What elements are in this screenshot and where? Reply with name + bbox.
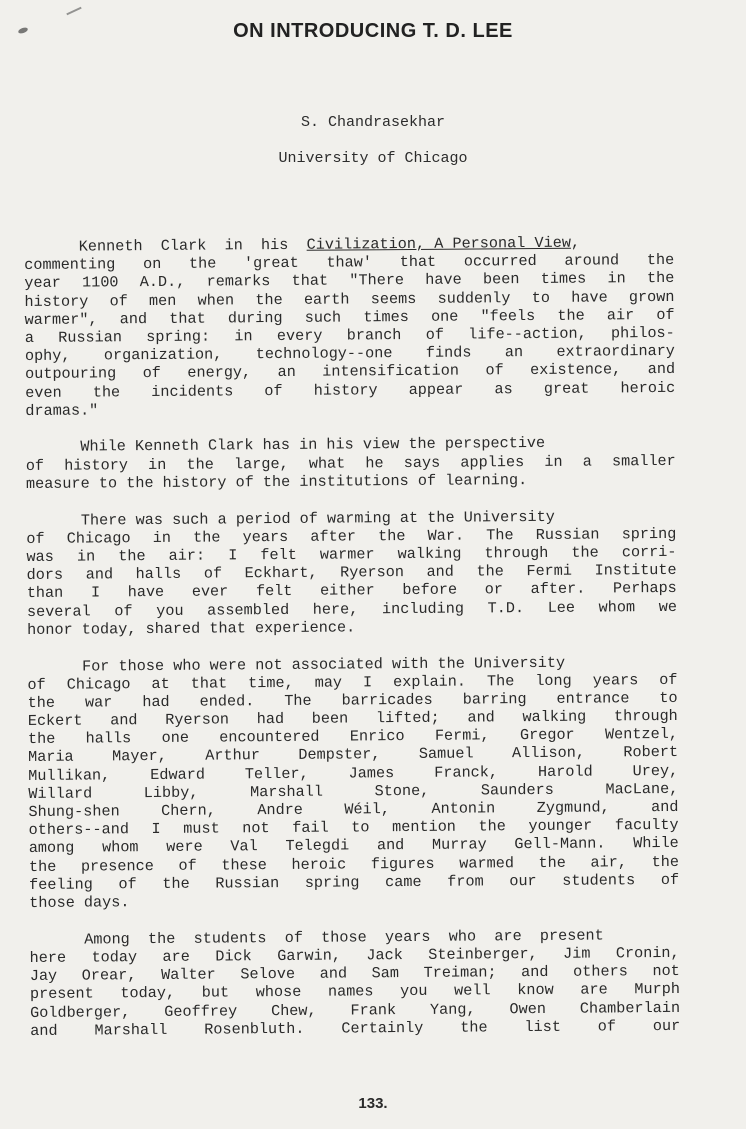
text-line: There was such a period of warming at the University xyxy=(26,507,555,530)
book-title: Civilization, A Personal View xyxy=(306,233,571,254)
text-line: outpouring of energy, an intensification of existence, and xyxy=(24,360,676,384)
paragraph-1 xyxy=(24,233,675,420)
text-line: of Chicago in the years after the War. The Russian spring xyxy=(26,524,677,548)
text-line: history of men when the earth seems suddenly to have grown xyxy=(24,287,675,311)
text-line: honor today, shared that experience. xyxy=(27,618,356,639)
text-line: and Marshall Rosenbluth. Certainly the list of our xyxy=(30,1016,681,1040)
text-line: year 1100 A.D., remarks that "There have been times in the xyxy=(24,269,675,293)
text-line: a Russian spring: in every branch of life--action, philos- xyxy=(24,323,675,347)
text-line: the war had ended. The barricades barring entrance to xyxy=(27,688,678,712)
text-line: of Chicago at that time, may I explain. The long years of xyxy=(27,670,678,694)
text-line: Jay Orear, Walter Selove and Sam Treiman; and others not xyxy=(29,961,680,986)
text-line: dors and halls of Eckhart, Ryerson and the Fermi Institute xyxy=(26,561,677,585)
text-line: here today are Dick Garwin, Jack Steinberger, Jim Cronin, xyxy=(29,943,680,967)
text-line: commenting on the 'great thaw' that occurred around the xyxy=(24,251,675,275)
text-line: than I have ever felt either before or after. Perhaps xyxy=(26,579,677,603)
text-line: Goldberger, Geoffrey Chew, Frank Yang, Owen Chamberlain xyxy=(30,998,681,1022)
text-line: the halls one encountered Enrico Fermi, Gregor Wentzel, xyxy=(27,725,678,749)
ink-stroke xyxy=(66,7,81,16)
text-line: even the incidents of history appear as great heroic xyxy=(25,378,676,402)
text-line: among whom were Val Telegdi and Murray Gell-Mann. While xyxy=(28,834,679,858)
paragraph-3 xyxy=(26,507,677,639)
text-line: For those who were not associated with the University xyxy=(27,653,566,676)
text-line: Kenneth Clark in his Civilization, A Personal View, xyxy=(24,233,581,256)
text-line: several of you assembled here, including T.D. Lee whom we xyxy=(26,597,677,621)
text-line: Willard Libby, Marshall Stone, Saunders MacLane, xyxy=(28,779,679,803)
text-line: present today, but whose names you well know are Murph xyxy=(29,980,680,1004)
page-number: 133. xyxy=(358,1095,388,1112)
paragraph-5 xyxy=(29,926,680,1040)
text-line: the presence of these heroic figures warmed the air, the xyxy=(28,852,679,876)
text-line: others--and I must not fail to mention the younger faculty xyxy=(28,816,679,840)
text-line: feeling of the Russian spring came from our students of xyxy=(29,870,680,894)
text-line: measure to the history of the institutions of learning. xyxy=(25,470,528,493)
paragraph-2 xyxy=(26,433,676,493)
page-title: ON INTRODUCING T. D. LEE xyxy=(233,20,513,42)
text-line: While Kenneth Clark has in his view the perspective xyxy=(25,434,546,457)
text-line: was in the air: I felt warmer walking through the corri- xyxy=(26,542,677,566)
body-text xyxy=(24,233,680,1040)
text-line: Among the students of those years who are present xyxy=(29,926,604,949)
text-line: dramas." xyxy=(25,401,99,420)
author-name: S. Chandrasekhar xyxy=(300,114,446,131)
text-line: Shung-shen Chern, Andre Wéil, Antonin Zygmund, and xyxy=(28,797,679,822)
text-line: Eckert and Ryerson had been lifted; and walking through xyxy=(27,706,678,731)
text-line: of history in the large, what he says applies in a smaller xyxy=(25,451,676,475)
author-affiliation: University of Chicago xyxy=(278,150,468,167)
text-line: ophy, organization, technology--one finds an extraordinary xyxy=(24,342,675,366)
paragraph-4 xyxy=(27,652,679,912)
text-line: Maria Mayer, Arthur Dempster, Samuel Allison, Robert xyxy=(28,743,679,767)
text-line: warmer", and that during such times one "feels the air of xyxy=(24,305,675,329)
text-line: Mullikan, Edward Teller, James Franck, Harold Urey, xyxy=(28,761,679,785)
text-line: those days. xyxy=(29,893,130,912)
